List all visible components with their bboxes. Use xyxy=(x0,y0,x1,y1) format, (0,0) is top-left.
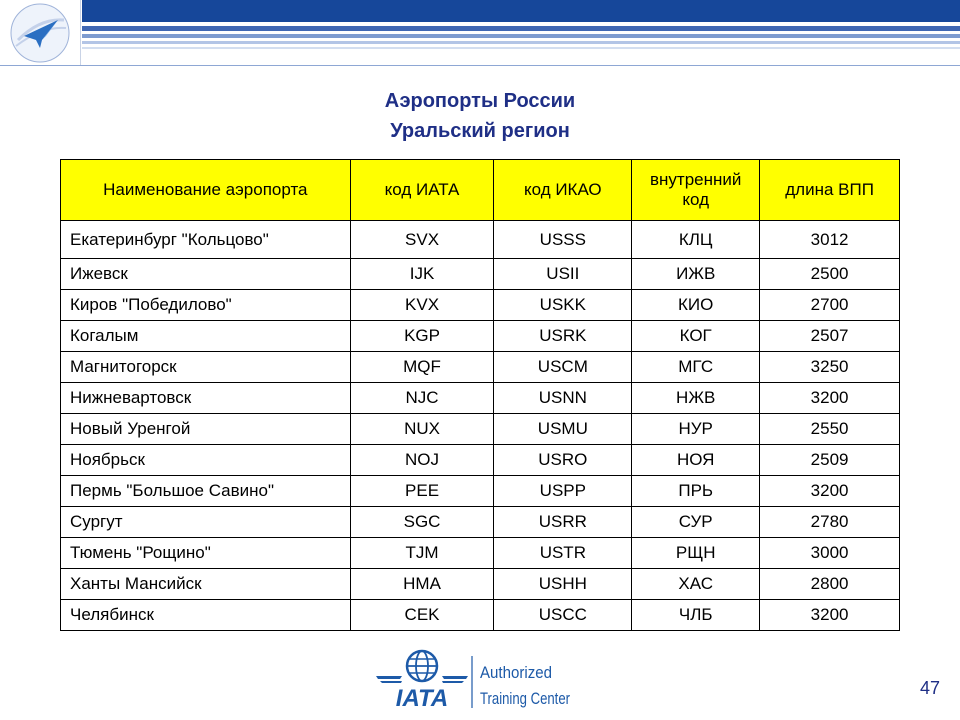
cell-name: Когалым xyxy=(61,321,351,352)
cell-icao: USKK xyxy=(494,290,632,321)
iata-logo-text: IATA xyxy=(395,685,449,712)
column-header-icao: код ИКАО xyxy=(494,160,632,221)
cell-name: Магнитогорск xyxy=(61,352,351,383)
cell-iata: KGP xyxy=(350,321,494,352)
cell-internal: МГС xyxy=(632,352,760,383)
cell-iata: IJK xyxy=(350,259,494,290)
page-number: 47 xyxy=(919,678,940,698)
column-header-internal: внутренний код xyxy=(632,160,760,221)
cell-icao: USPP xyxy=(494,476,632,507)
cell-internal: НУР xyxy=(632,414,760,445)
cell-iata: SVX xyxy=(350,221,494,259)
title-line-2: Уральский регион xyxy=(390,120,570,142)
cell-internal: НЖВ xyxy=(632,383,760,414)
cell-iata: HMA xyxy=(350,569,494,600)
cell-icao: USCC xyxy=(494,600,632,631)
tagline-line-1: Authorized xyxy=(480,663,552,682)
cell-runway: 3200 xyxy=(760,383,900,414)
cell-name: Сургут xyxy=(61,507,351,538)
title-line-1: Аэропорты России xyxy=(384,90,576,112)
cell-name: Нижневартовск xyxy=(61,383,351,414)
table-row xyxy=(61,507,900,538)
cell-runway: 3012 xyxy=(760,221,900,259)
cell-runway: 3200 xyxy=(760,600,900,631)
cell-runway: 2500 xyxy=(760,259,900,290)
cell-icao: USRR xyxy=(494,507,632,538)
logo-box xyxy=(0,0,81,66)
table-header-row xyxy=(61,160,900,221)
cell-icao: USMU xyxy=(494,414,632,445)
cell-internal: СУР xyxy=(632,507,760,538)
cell-internal: ПРЬ xyxy=(632,476,760,507)
cell-icao: USII xyxy=(494,259,632,290)
cell-iata: KVX xyxy=(350,290,494,321)
cell-iata: MQF xyxy=(350,352,494,383)
aircraft-emblem-icon xyxy=(0,0,80,66)
cell-name: Ноябрьск xyxy=(61,445,351,476)
cell-icao: USRO xyxy=(494,445,632,476)
table-row xyxy=(61,221,900,259)
cell-icao: USTR xyxy=(494,538,632,569)
cell-internal: НОЯ xyxy=(632,445,760,476)
cell-iata: SGC xyxy=(350,507,494,538)
table-row xyxy=(61,321,900,352)
cell-name: Екатеринбург "Кольцово" xyxy=(61,221,351,259)
header-bar xyxy=(0,0,960,66)
iata-training-logo xyxy=(372,648,572,710)
table-row xyxy=(61,569,900,600)
table-row xyxy=(61,352,900,383)
cell-runway: 3000 xyxy=(760,538,900,569)
cell-icao: USCM xyxy=(494,352,632,383)
cell-runway: 3200 xyxy=(760,476,900,507)
cell-icao: USHH xyxy=(494,569,632,600)
cell-iata: TJM xyxy=(350,538,494,569)
table-row xyxy=(61,414,900,445)
cell-iata: NOJ xyxy=(350,445,494,476)
page-title xyxy=(300,86,660,146)
cell-iata: NUX xyxy=(350,414,494,445)
tagline-line-2: Training Center xyxy=(480,689,571,708)
cell-name: Тюмень "Рощино" xyxy=(61,538,351,569)
cell-runway: 2780 xyxy=(760,507,900,538)
table-row xyxy=(61,445,900,476)
airports-table xyxy=(60,159,900,631)
column-header-runway: длина ВПП xyxy=(760,160,900,221)
cell-runway: 2800 xyxy=(760,569,900,600)
table-row xyxy=(61,476,900,507)
table-row xyxy=(61,290,900,321)
cell-icao: USRK xyxy=(494,321,632,352)
cell-iata: CEK xyxy=(350,600,494,631)
table-row xyxy=(61,600,900,631)
cell-iata: PEE xyxy=(350,476,494,507)
cell-name: Челябинск xyxy=(61,600,351,631)
cell-internal: КЛЦ xyxy=(632,221,760,259)
cell-runway: 2550 xyxy=(760,414,900,445)
cell-internal: ЧЛБ xyxy=(632,600,760,631)
cell-icao: USNN xyxy=(494,383,632,414)
cell-name: Ижевск xyxy=(61,259,351,290)
cell-internal: ИЖВ xyxy=(632,259,760,290)
globe-wings-icon xyxy=(376,651,468,683)
cell-name: Пермь "Большое Савино" xyxy=(61,476,351,507)
table-row xyxy=(61,538,900,569)
cell-runway: 2700 xyxy=(760,290,900,321)
table-row xyxy=(61,383,900,414)
cell-internal: ХАС xyxy=(632,569,760,600)
cell-runway: 3250 xyxy=(760,352,900,383)
cell-runway: 2507 xyxy=(760,321,900,352)
cell-icao: USSS xyxy=(494,221,632,259)
cell-internal: КОГ xyxy=(632,321,760,352)
cell-name: Новый Уренгой xyxy=(61,414,351,445)
cell-name: Ханты Мансийск xyxy=(61,569,351,600)
table-row xyxy=(61,259,900,290)
cell-internal: КИО xyxy=(632,290,760,321)
cell-name: Киров "Победилово" xyxy=(61,290,351,321)
column-header-name: Наименование аэропорта xyxy=(61,160,351,221)
column-header-iata: код ИАТА xyxy=(350,160,494,221)
cell-internal: РЩН xyxy=(632,538,760,569)
cell-iata: NJC xyxy=(350,383,494,414)
cell-runway: 2509 xyxy=(760,445,900,476)
